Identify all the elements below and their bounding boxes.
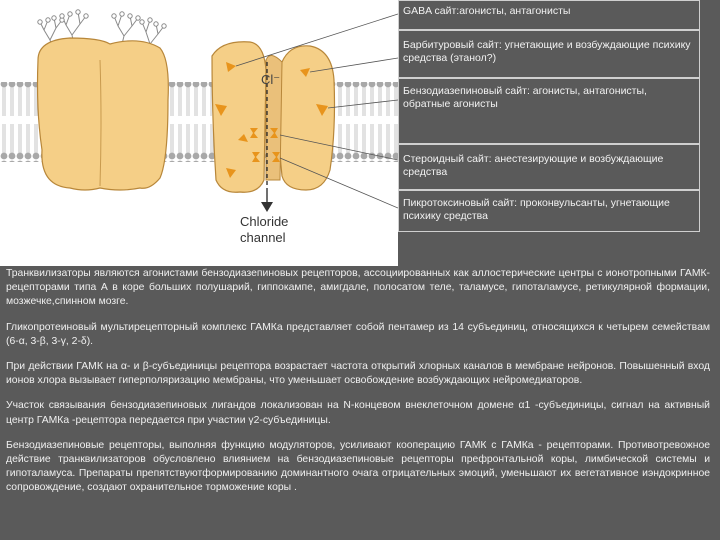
ion-label: Cl⁻ xyxy=(261,72,281,87)
paragraph-4: Участок связывания бензодиазепиновых лигандов локализован на N-концевом внеклеточном домене α1 -субъединицы, сигнал на активный центр ГАМКа -рецептора передается при участии γ2-субъединицы. xyxy=(6,400,710,426)
picrotoxin-site-box xyxy=(398,190,700,232)
barbiturate-site-box xyxy=(398,30,700,78)
gaba-site-text: GABA сайт:агонисты, антагонисты xyxy=(403,5,571,17)
paragraph-1: Транквилизаторы являются агонистами бензодиазепиновых рецепторов, ассоциированных как аллостерические центры с ионотропными ГАМК-рецепторами типа А в коре больших полушарий, гиппокампе, амигдале, полосатом теле, таламусе, гипоталамусе, ретикулярной формации, мозжечке,спинном мозге. xyxy=(6,268,710,308)
protein-subunit-right xyxy=(279,46,335,190)
channel-label-line1: Chloride xyxy=(240,214,289,229)
paragraph-5: Бензодиазепиновые рецепторы, выполняя функцию модуляторов, усиливают кооперацию ГАМК с ГАМКа - рецепторами. Противотревожное действие транквилизаторов обусловлено влиянием на бензодиазепиновые рецепторы префронтальной коры, лимбической системы и гипоталамуса. Препараты препятствуютформированию доминантного очага отрицательных эмоций, уменьшают их вегетативное иэндокринное сопровождение, создают охранительное торможение коры . xyxy=(6,439,710,494)
steroid-site-box xyxy=(398,144,700,190)
benzodiazepine-site-text: Бензодиазепиновый сайт: агонисты, антагонисты, обратные агонисты xyxy=(403,85,647,110)
benzodiazepine-site-box xyxy=(398,78,700,144)
gaba-receptor-figure xyxy=(0,0,398,266)
protein-subunit-left xyxy=(38,38,169,190)
paragraph-3: При действии ГАМК на α- и β-субъединицы рецептора возрастает частота открытий хлорных каналов в мембране нейронов. Повышенный вход ионов хлора вызывает гиперполяризацию мембраны, что уменьшает освобождение возбуждающих нейромедиаторов. xyxy=(6,361,710,387)
channel-label-line2: channel xyxy=(240,230,286,245)
picrotoxin-site-text: Пикротоксиновый сайт: проконвульсанты, угнетающие психику средства xyxy=(403,197,670,222)
binding-site-legend xyxy=(398,0,720,266)
body-text xyxy=(6,267,710,507)
protein-subunit-center xyxy=(212,42,266,192)
receptor-diagram xyxy=(0,0,398,266)
barbiturate-site-text: Барбитуровый сайт: угнетающие и возбуждающие психику средства (этанол?) xyxy=(403,39,691,64)
paragraph-2: Гликопротеиновый мультирецепторный комплекс ГАМКа представляет собой пентамер из 14 субъединиц, относящихся к четырем семействам (6-α, 3-β, 3-γ, 2-δ). xyxy=(6,321,710,347)
steroid-site-text: Стероидный сайт: анестезирующие и возбуждающие средства xyxy=(403,153,664,178)
gaba-site-box xyxy=(398,0,700,30)
